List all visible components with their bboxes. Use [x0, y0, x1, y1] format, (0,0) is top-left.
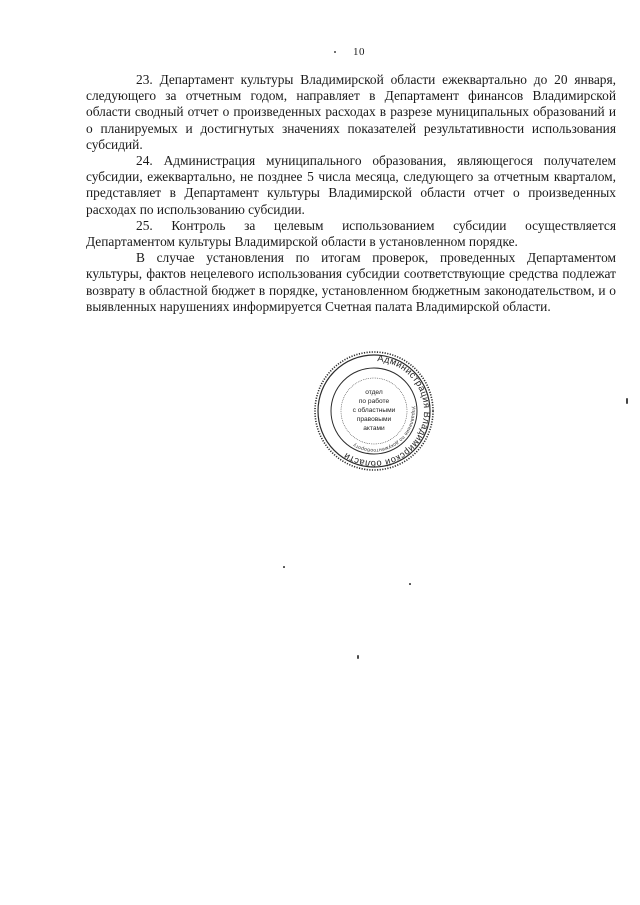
- paragraph-25: 25. Контроль за целевым использованием субсидии осуществляется Департаментом культуры Владимирской области в установленном порядке.: [86, 217, 616, 250]
- scan-dot: [409, 583, 411, 585]
- official-stamp: [313, 350, 435, 472]
- scan-dot: [334, 51, 336, 53]
- paragraph-23: 23. Департамент культуры Владимирской области ежеквартально до 20 января, следующего за отчетным годом, направляет в Департамент финансов Владимирской области сводный отчет о произведенных расходах в разрезе муниципальных образований и о планируемых и достигнутых значениях показателей результативности использования субсидий.: [86, 72, 616, 152]
- stamp-center-line: отдел: [365, 389, 383, 396]
- scan-dot: [283, 566, 285, 568]
- scan-dot: [626, 398, 628, 404]
- page-number: 10: [353, 46, 365, 58]
- paragraph-refund: В случае установления по итогам проверок, проведенных Департаментом культуры, фактов нецелевого использования субсидии соответствующие средства подлежат возврату в областной бюджет в порядке, установленном бюджетным законодательством, и о выявленных нарушениях информируется Счетная палата Владимирской области.: [86, 250, 616, 314]
- scan-dot: [357, 655, 359, 659]
- stamp-outer-text: Администрация Владимирской области: [341, 353, 433, 470]
- stamp-center-line: с областными: [352, 407, 396, 414]
- document-body: [86, 72, 616, 315]
- stamp-center-line: правовыми: [356, 416, 392, 423]
- stamp-inner-text: Управление по документообороту: [352, 405, 417, 454]
- stamp-center-line: по работе: [358, 398, 390, 405]
- stamp-center-line: актами: [363, 425, 385, 432]
- paragraph-24: 24. Администрация муниципального образования, являющегося получателем субсидии, ежеквартально, не позднее 5 числа месяца, следующего за отчетным кварталом, представляет в Департамент культуры Владимирской области отчет о произведенных расходах по использованию субсидии.: [86, 153, 616, 217]
